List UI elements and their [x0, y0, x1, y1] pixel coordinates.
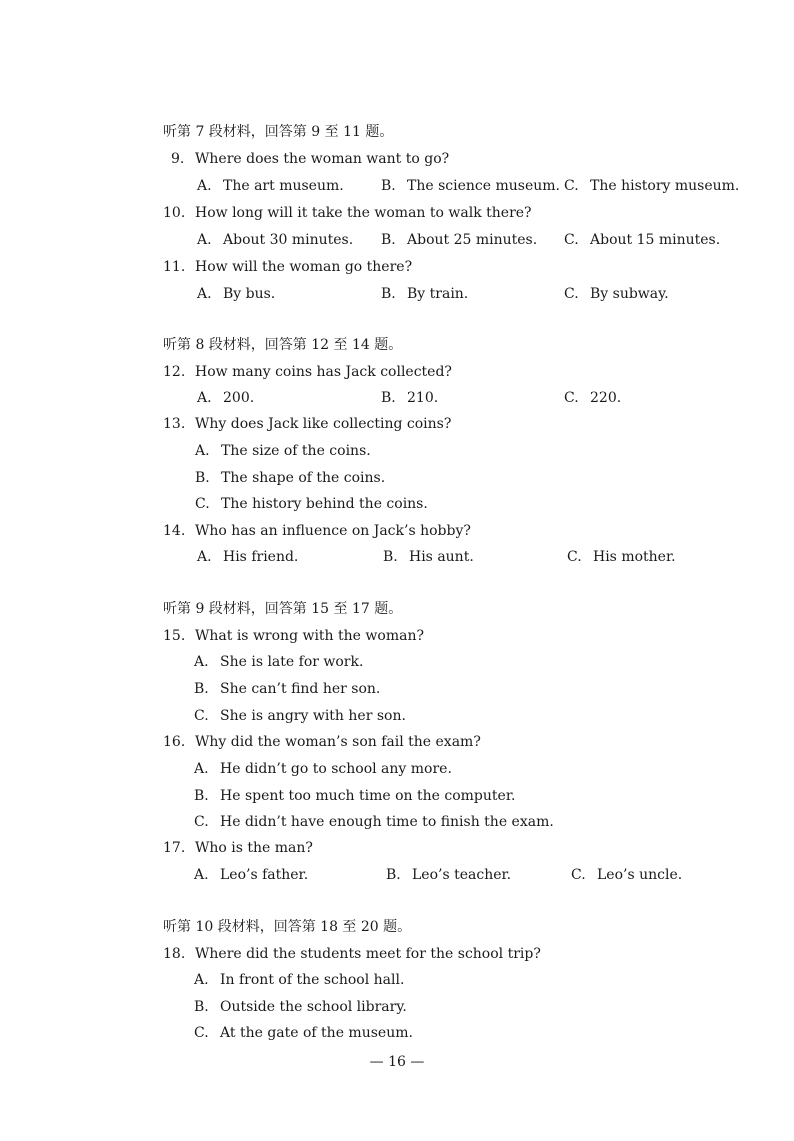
option-a: [197, 232, 353, 248]
option-text: By subway.: [590, 286, 669, 302]
option-a: [194, 761, 452, 777]
option-a: [197, 178, 344, 194]
option-letter: C.: [194, 1025, 209, 1041]
option-letter: A.: [194, 867, 209, 883]
option-a: [194, 654, 363, 670]
option-text: The history museum.: [590, 178, 740, 194]
question-text: How many coins has Jack collected?: [195, 364, 452, 380]
option-text: He didn’t go to school any more.: [220, 761, 452, 777]
question-number: 16.: [163, 734, 186, 750]
option-a: [195, 443, 371, 459]
question-text: Where does the woman want to go?: [195, 151, 450, 167]
section-heading: 听第 7 段材料，回答第 9 至 11 题。: [163, 124, 394, 140]
question-text: Who has an influence on Jack’s hobby?: [195, 523, 471, 539]
option-c: [194, 1025, 413, 1041]
option-b: [195, 470, 385, 486]
option-b: [381, 286, 468, 302]
option-c: [564, 178, 739, 194]
page-number: — 16 —: [369, 1054, 425, 1070]
option-text: His aunt.: [409, 549, 474, 565]
question-15: [163, 628, 424, 644]
option-text: About 15 minutes.: [590, 232, 721, 248]
option-text: The shape of the coins.: [221, 470, 386, 486]
option-a: [197, 286, 275, 302]
option-letter: C.: [194, 814, 209, 830]
option-c: [564, 286, 669, 302]
question-number: 12.: [163, 364, 186, 380]
question-18: [163, 946, 541, 962]
question-14: [163, 523, 471, 539]
option-text: She is angry with her son.: [220, 708, 406, 724]
option-letter: C.: [194, 708, 209, 724]
section-heading: 听第 10 段材料，回答第 18 至 20 题。: [163, 919, 412, 935]
option-letter: C.: [571, 867, 586, 883]
question-11: [163, 259, 412, 275]
question-number: 10.: [163, 205, 186, 221]
option-a: [194, 867, 308, 883]
question-text: How long will it take the woman to walk there?: [195, 205, 532, 221]
question-text: Who is the man?: [195, 840, 313, 856]
option-c: [564, 390, 621, 406]
option-letter: C.: [567, 549, 582, 565]
question-text: Why does Jack like collecting coins?: [195, 416, 452, 432]
question-number: 17.: [163, 840, 186, 856]
option-text: In front of the school hall.: [220, 972, 405, 988]
option-text: His mother.: [593, 549, 676, 565]
question-number: 15.: [163, 628, 186, 644]
option-b: [194, 681, 380, 697]
option-c: [194, 814, 554, 830]
option-text: She can’t find her son.: [220, 681, 381, 697]
option-text: The art museum.: [223, 178, 344, 194]
option-c: [194, 708, 406, 724]
option-letter: B.: [194, 681, 209, 697]
option-letter: A.: [197, 390, 212, 406]
option-letter: B.: [381, 390, 396, 406]
section-heading: 听第 9 段材料，回答第 15 至 17 题。: [163, 601, 403, 617]
option-letter: B.: [195, 470, 210, 486]
option-b: [383, 549, 474, 565]
option-letter: B.: [386, 867, 401, 883]
option-letter: B.: [381, 286, 396, 302]
question-text: Why did the woman’s son fail the exam?: [195, 734, 481, 750]
option-text: The science museum.: [407, 178, 560, 194]
option-text: Leo’s father.: [220, 867, 309, 883]
option-letter: A.: [195, 443, 210, 459]
option-c: [567, 549, 676, 565]
option-letter: B.: [383, 549, 398, 565]
option-a: [197, 549, 298, 565]
option-text: His friend.: [223, 549, 299, 565]
option-text: 210.: [407, 390, 439, 406]
question-9: [163, 151, 449, 167]
question-text: How will the woman go there?: [195, 259, 413, 275]
option-b: [194, 999, 407, 1015]
option-text: 200.: [223, 390, 255, 406]
question-text: Where did the students meet for the school trip?: [195, 946, 541, 962]
option-letter: B.: [194, 788, 209, 804]
option-text: By train.: [407, 286, 469, 302]
option-c: [571, 867, 682, 883]
option-letter: A.: [197, 286, 212, 302]
question-12: [163, 364, 452, 380]
option-letter: B.: [381, 232, 396, 248]
option-text: She is late for work.: [220, 654, 364, 670]
option-a: [197, 390, 254, 406]
option-letter: A.: [194, 972, 209, 988]
option-text: Leo’s teacher.: [412, 867, 512, 883]
option-letter: B.: [381, 178, 396, 194]
option-letter: C.: [564, 390, 579, 406]
option-letter: A.: [194, 761, 209, 777]
option-text: Outside the school library.: [220, 999, 407, 1015]
option-text: About 30 minutes.: [223, 232, 354, 248]
question-number: 11.: [163, 259, 186, 275]
option-letter: B.: [194, 999, 209, 1015]
option-text: 220.: [590, 390, 622, 406]
question-10: [163, 205, 532, 221]
option-text: He spent too much time on the computer.: [220, 788, 516, 804]
option-b: [194, 788, 515, 804]
option-text: Leo’s uncle.: [597, 867, 683, 883]
question-number: 14.: [163, 523, 186, 539]
option-text: At the gate of the museum.: [220, 1025, 413, 1041]
option-letter: C.: [195, 496, 210, 512]
option-letter: C.: [564, 232, 579, 248]
option-c: [564, 232, 720, 248]
section-heading: 听第 8 段材料，回答第 12 至 14 题。: [163, 337, 403, 353]
question-number: 9.: [171, 151, 185, 167]
option-b: [381, 178, 560, 194]
question-number: 18.: [163, 946, 186, 962]
option-letter: A.: [194, 654, 209, 670]
option-text: About 25 minutes.: [407, 232, 538, 248]
option-letter: C.: [564, 286, 579, 302]
option-b: [381, 390, 438, 406]
option-a: [194, 972, 404, 988]
option-text: He didn’t have enough time to finish the exam.: [220, 814, 554, 830]
question-number: 13.: [163, 416, 186, 432]
option-letter: A.: [197, 178, 212, 194]
question-13: [163, 416, 451, 432]
option-b: [386, 867, 511, 883]
option-text: The size of the coins.: [221, 443, 371, 459]
question-text: What is wrong with the woman?: [195, 628, 424, 644]
option-text: The history behind the coins.: [221, 496, 428, 512]
option-text: By bus.: [223, 286, 276, 302]
option-letter: A.: [197, 232, 212, 248]
option-letter: C.: [564, 178, 579, 194]
option-b: [381, 232, 537, 248]
option-letter: A.: [197, 549, 212, 565]
question-17: [163, 840, 313, 856]
option-c: [195, 496, 428, 512]
question-16: [163, 734, 481, 750]
